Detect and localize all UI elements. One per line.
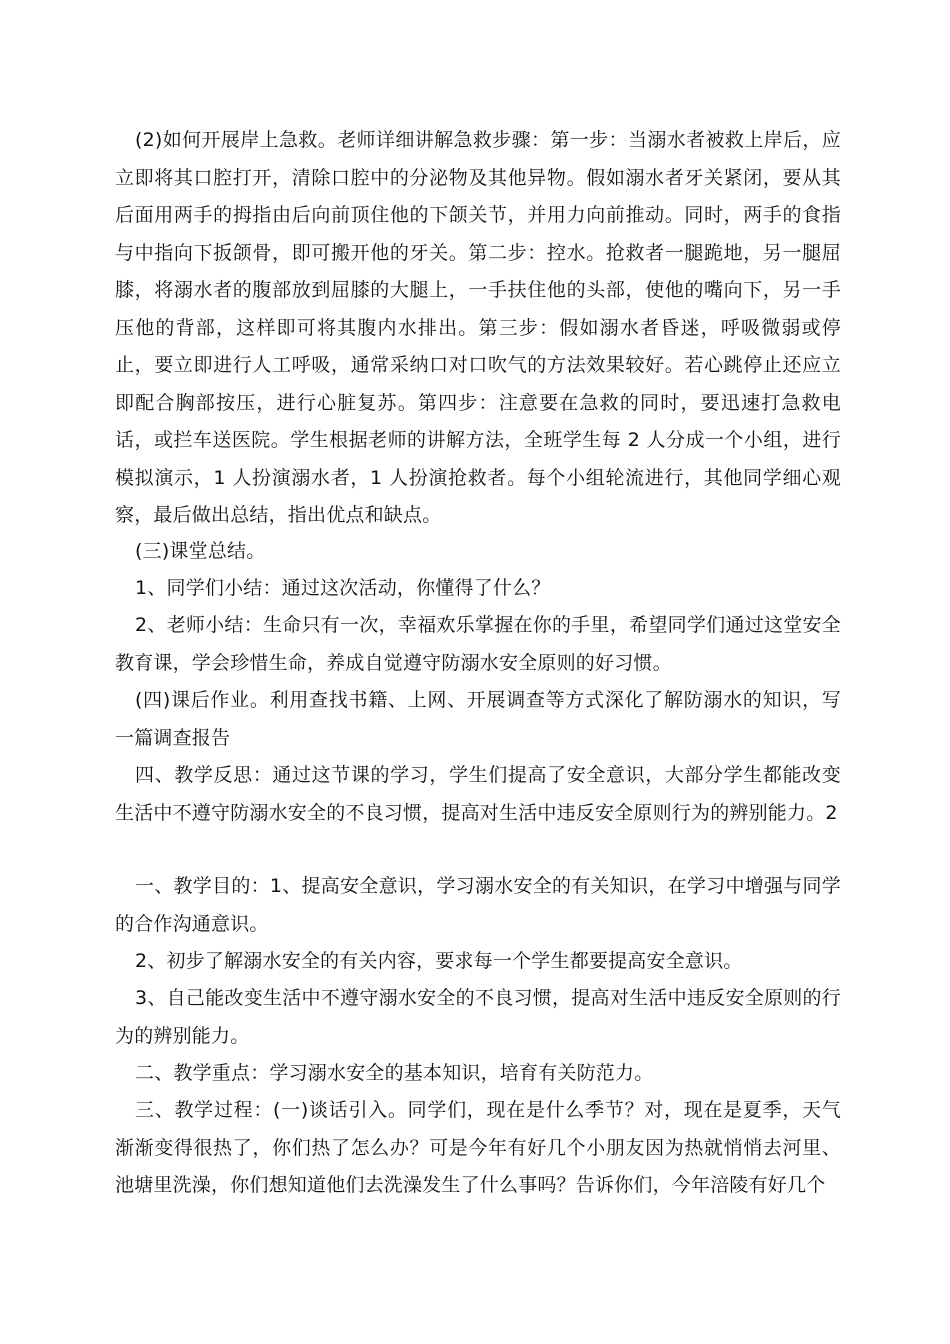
paragraph-class-summary-heading: (三)课堂总结。 <box>135 540 266 562</box>
paragraph-student-summary: 1、同学们小结：通过这次活动，你懂得了什么？ <box>135 577 551 599</box>
paragraph-teaching-reflection: 四、教学反思：通过这节课的学习，学生们提高了安全意识，大部分学生都能改变生活中不遵守防溺水安全的不良习惯，提高对生活中违反安全原则行为的辨别能力。2 <box>115 764 841 824</box>
paragraph-teaching-objectives: 一、教学目的：1、提高安全意识，学习溺水安全的有关知识，在学习中增强与同学的合作沟通意识。 <box>115 875 841 935</box>
paragraph-teacher-summary: 2、老师小结：生命只有一次，幸福欢乐掌握在你的手里，希望同学们通过这堂安全教育课，学会珍惜生命，养成自觉遵守防溺水安全原则的好习惯。 <box>115 614 841 674</box>
paragraph-teaching-process: 三、教学过程：(一)谈话引入。同学们，现在是什么季节？对，现在是夏季，天气渐渐变得很热了，你们热了怎么办？可是今年有好几个小朋友因为热就悄悄去河里、池塘里洗澡，你们想知道他们去洗澡发生了什么事吗？告诉你们，今年涪陵有好几个 <box>115 1099 841 1196</box>
paragraph-objective-2: 2、初步了解溺水安全的有关内容，要求每一个学生都要提高安全意识。 <box>135 950 743 972</box>
paragraph-objective-3: 3、自己能改变生活中不遵守溺水安全的不良习惯，提高对生活中违反安全原则的行为的辨别能力。 <box>115 987 841 1047</box>
paragraph-homework: (四)课后作业。利用查找书籍、上网、开展调查等方式深化了解防溺水的知识，写一篇调查报告 <box>115 689 841 749</box>
paragraph-rescue-steps: (2)如何开展岸上急救。老师详细讲解急救步骤：第一步：当溺水者被救上岸后，应立即将其口腔打开，清除口腔中的分泌物及其他异物。假如溺水者牙关紧闭，要从其后面用两手的拇指由后向前顶住他的下颌关节，并用力向前推动。同时，两手的食指与中指向下扳颌骨，即可搬开他的牙关。第二步：控水。抢救者一腿跪地，另一腿屈膝，将溺水者的腹部放到屈膝的大腿上，一手扶住他的头部，使他的嘴向下，另一手压他的背部，这样即可将其腹内水排出。第三步：假如溺水者昏迷，呼吸微弱或停止，要立即进行人工呼吸，通常采纳口对口吹气的方法效果较好。若心跳停止还应立即配合胸部按压，进行心脏复苏。第四步：注意要在急救的同时，要迅速打急救电话，或拦车送医院。学生根据老师的讲解方法，全班学生每 2 人分成一个小组，进行模拟演示，1 人扮演溺水者，1 人扮演抢救者。每个小组轮流进行，其他同学细心观察，最后做出总结，指出优点和缺点。 <box>115 129 841 526</box>
paragraph-teaching-focus: 二、教学重点：学习溺水安全的基本知识，培育有关防范力。 <box>135 1062 654 1084</box>
